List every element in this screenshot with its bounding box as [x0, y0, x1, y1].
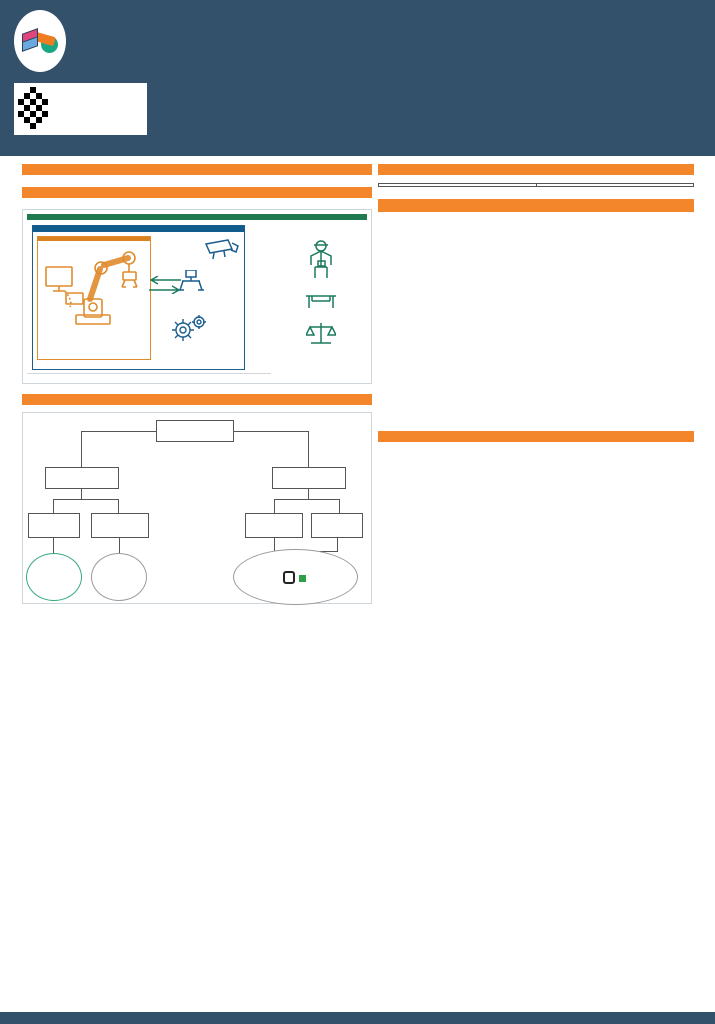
logo-group: [0, 0, 158, 135]
robot-arm-icon: [38, 245, 150, 331]
flow-node-academic: [45, 467, 119, 489]
section-header-research-design: [22, 394, 372, 405]
column-header-domains: [379, 184, 537, 187]
workplace-bullet-list: [27, 373, 271, 379]
left-column: [22, 164, 372, 608]
uts-logo: [14, 83, 147, 135]
system-bullet-list: [33, 364, 244, 369]
flow-ellipse-slr: [26, 553, 82, 601]
section-header-introduction: [22, 164, 372, 175]
flow-node-framework-app: [311, 513, 363, 538]
gears-icon: [168, 312, 212, 342]
ethics-scales-icon: [306, 321, 336, 347]
section-header-references: [378, 431, 694, 442]
cobot-adoption-barriers-table: [378, 183, 694, 187]
flow-node-root: [156, 420, 234, 442]
cobot-box: [37, 236, 151, 360]
double-arrow-icon: [148, 276, 182, 294]
flow-ellipse-industry-partners: [233, 549, 358, 605]
operator-person-icon: [305, 239, 337, 279]
table-header-row: [379, 184, 694, 187]
flow-ellipse-systems-engineering: [91, 553, 147, 601]
system-right-labels: [154, 236, 240, 360]
footer-bar: [0, 1012, 715, 1024]
right-column: [378, 164, 694, 447]
section-header-interdependencies: [378, 199, 694, 212]
flow-node-clarification: [28, 513, 80, 538]
camera-icon: [202, 238, 240, 260]
acc-mark-icon: [14, 10, 66, 72]
title-block: [158, 0, 715, 24]
research-design-flowchart: [22, 412, 372, 604]
poster-header: [0, 0, 715, 156]
australian-cobotics-centre-logo: [14, 10, 158, 72]
cobot-workplace-diagram: [22, 209, 372, 384]
uts-crest-icon: [18, 87, 48, 131]
flow-node-problem-id: [245, 513, 303, 538]
workplace-side-column: [271, 220, 367, 379]
flow-node-industrial: [272, 467, 346, 489]
workspace-table-icon: [304, 290, 338, 310]
column-header-barriers: [536, 184, 694, 187]
flow-node-framework-dev: [91, 513, 149, 538]
dsm-matrix-figure: [378, 221, 694, 421]
section-header-literature-review: [378, 164, 694, 175]
section-header-aim: [22, 187, 372, 198]
